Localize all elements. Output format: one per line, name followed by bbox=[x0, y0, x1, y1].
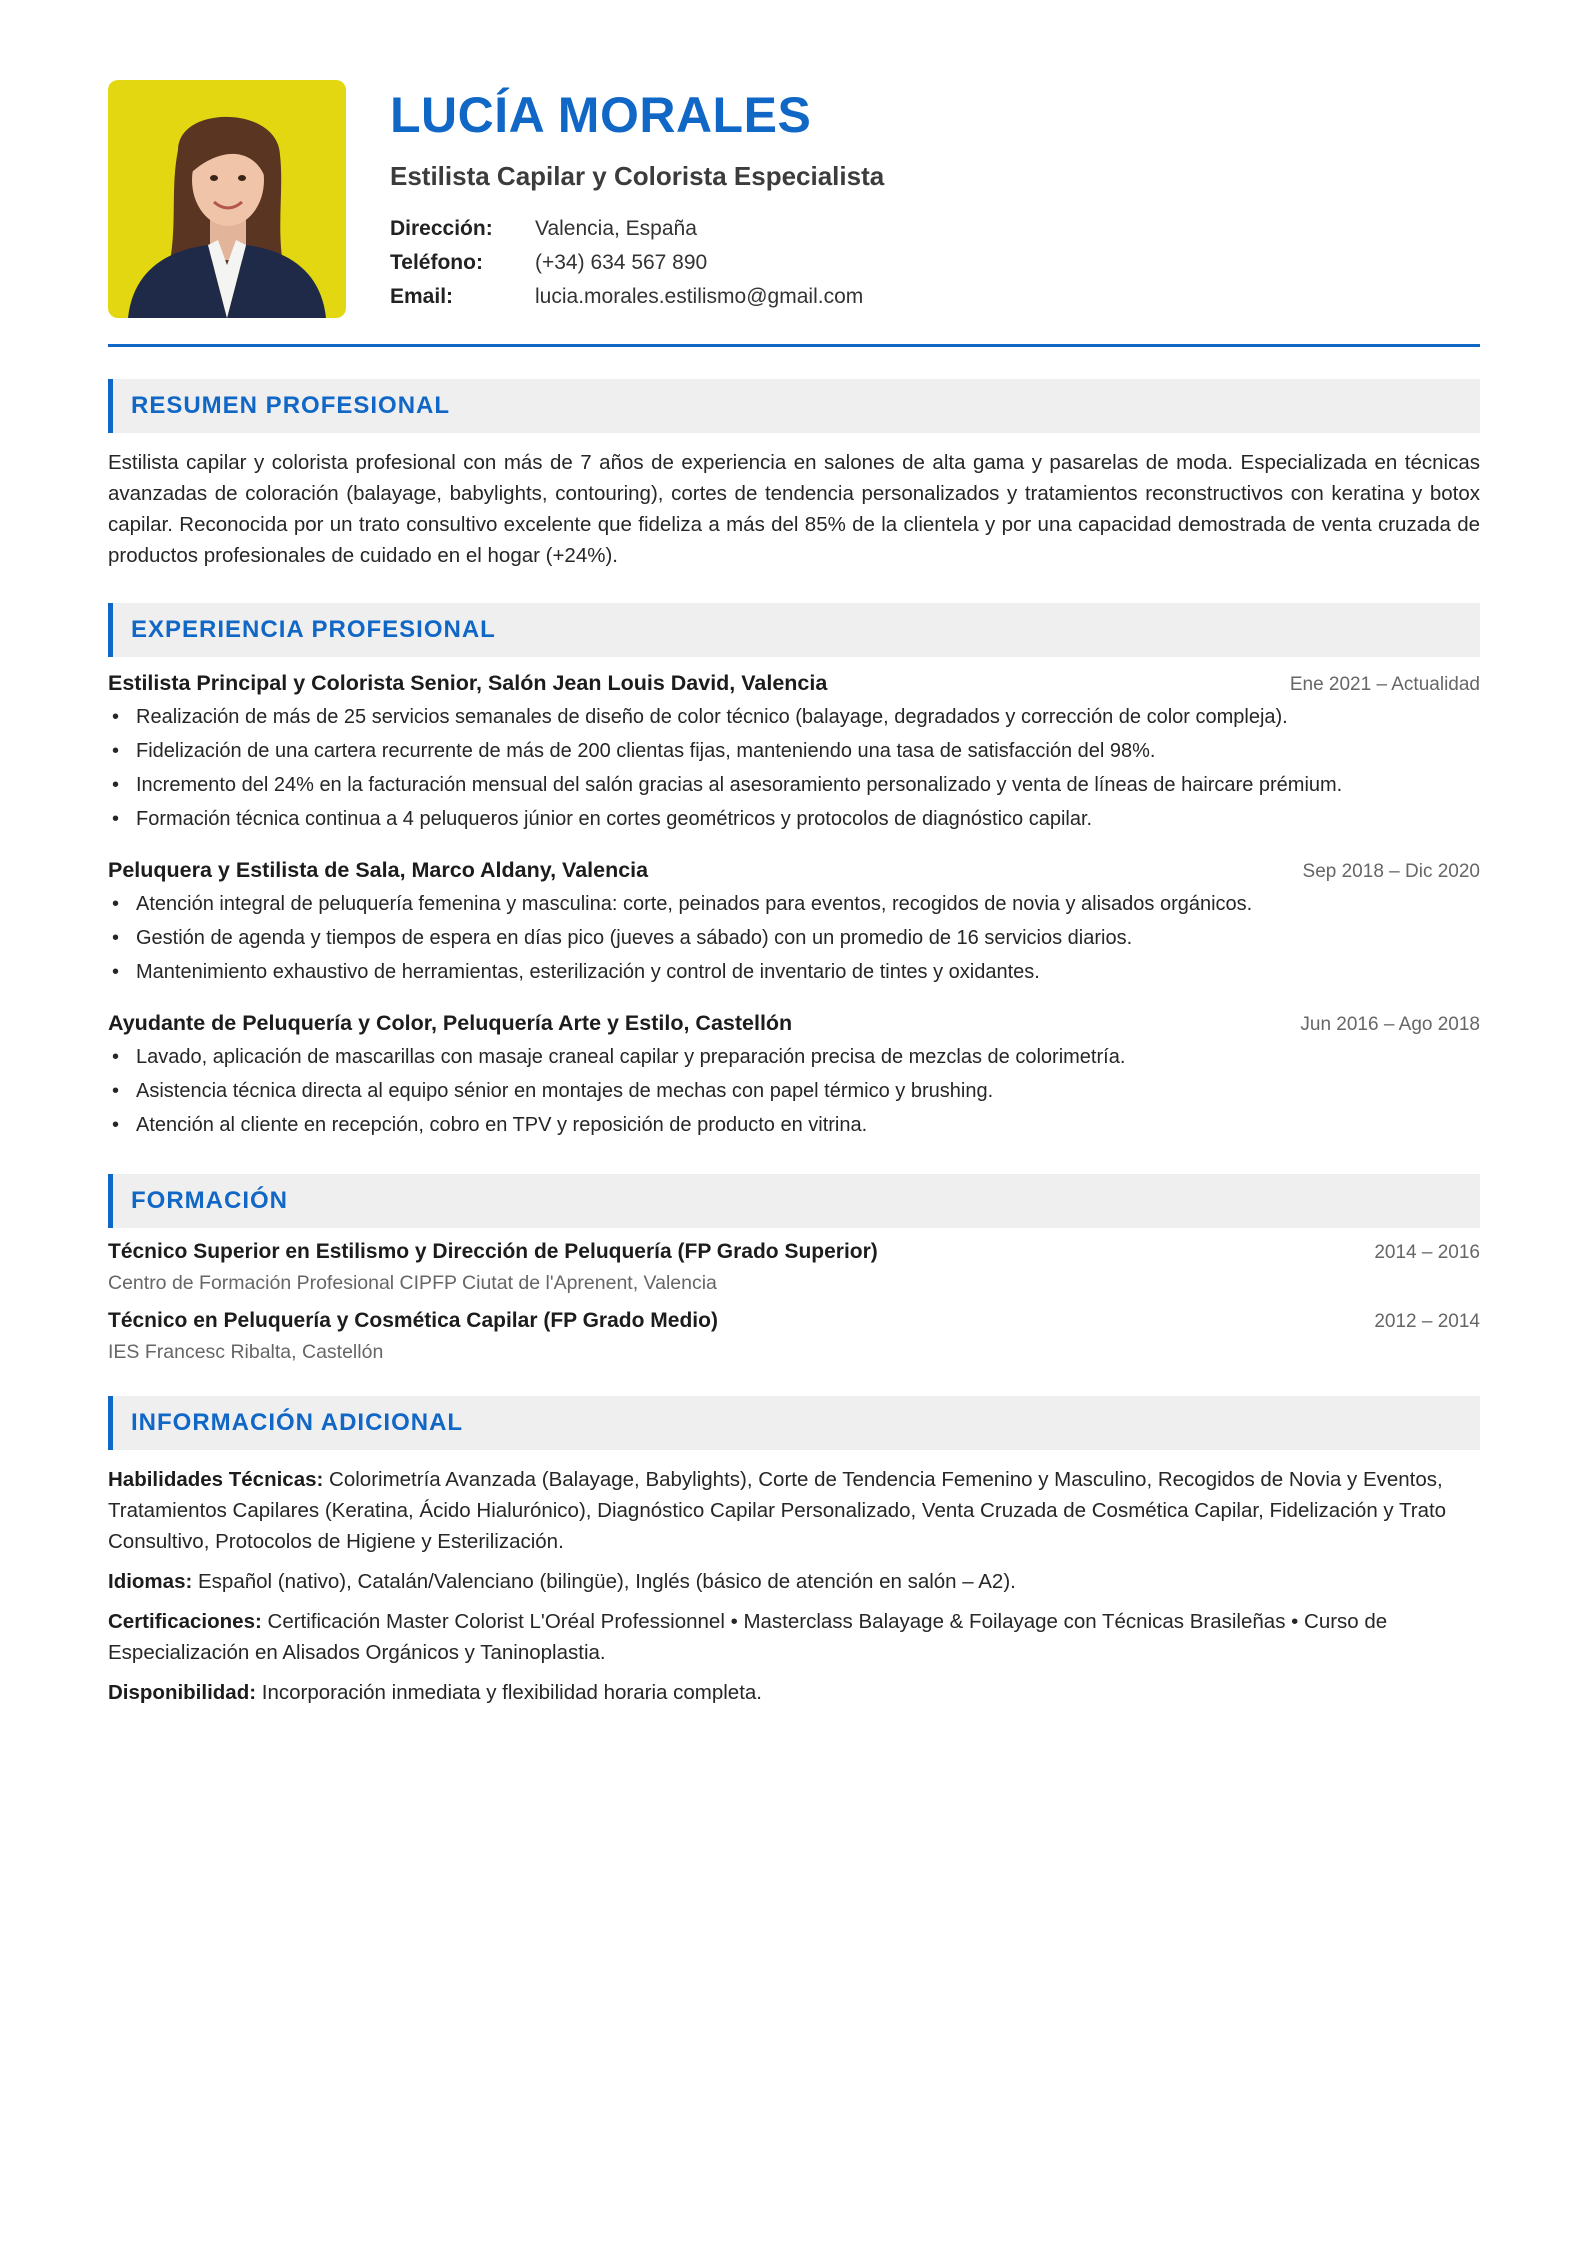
job-entry bbox=[108, 1011, 1480, 1142]
contact-label: Dirección: bbox=[390, 217, 493, 240]
section-title: FORMACIÓN bbox=[131, 1187, 288, 1214]
info-label: Certificaciones: bbox=[108, 1610, 262, 1633]
contact-row-email bbox=[390, 280, 884, 314]
job-title: Estilista Principal y Colorista Senior, Salón Jean Louis David, Valencia bbox=[108, 671, 828, 695]
contact-label: Email: bbox=[390, 285, 454, 308]
bullet-item: • Realización de más de 25 servicios semanales de diseño de color técnico (balayage, degradados y corrección de color compleja). bbox=[108, 700, 1480, 734]
degree-date: 2014 – 2016 bbox=[1374, 1242, 1480, 1263]
info-text: Certificación Master Colorist L'Oréal Professionnel • Masterclass Balayage & Foilayage con Técnicas Brasileñas • Curso de Especialización en Alisados Orgánicos y Taninoplastia. bbox=[108, 1610, 1388, 1664]
info-label: Idiomas: bbox=[108, 1570, 193, 1593]
bullet-item: • Atención integral de peluquería femenina y masculina: corte, peinados para eventos, recogidos de novia y alisados orgánicos. bbox=[108, 887, 1480, 921]
section-title: INFORMACIÓN ADICIONAL bbox=[131, 1409, 464, 1436]
job-title: Ayudante de Peluquería y Color, Peluquería Arte y Estilo, Castellón bbox=[108, 1011, 793, 1035]
bullet-item: • Incremento del 24% en la facturación mensual del salón gracias al asesoramiento personalizado y venta de líneas de haircare prémium. bbox=[108, 768, 1480, 802]
job-date: Sep 2018 – Dic 2020 bbox=[1302, 861, 1480, 882]
job-bullets bbox=[108, 887, 1480, 989]
resume-header bbox=[108, 80, 1480, 318]
info-certifications bbox=[108, 1606, 1480, 1668]
job-bullets bbox=[108, 700, 1480, 836]
email-value[interactable]: lucia.morales.estilismo@gmail.com bbox=[535, 285, 864, 308]
job-date: Jun 2016 – Ago 2018 bbox=[1300, 1014, 1480, 1035]
info-text: Colorimetría Avanzada (Balayage, Babylights), Corte de Tendencia Femenino y Masculino, Recogidos de Novia y Eventos, Tratamientos Capilares (Keratina, Ácido Hialurónico), Diagnóstico Capilar Personalizado, Venta Cruzada de Cosmética Capilar, Fidelización y Trato Consultivo, Protocolos de Higiene y Esterilización. bbox=[108, 1468, 1447, 1553]
info-skills bbox=[108, 1464, 1480, 1557]
section-heading-experience bbox=[108, 603, 1480, 657]
education-entry bbox=[108, 1240, 1480, 1295]
portrait-illustration bbox=[108, 80, 346, 318]
candidate-name: LUCÍA MORALES bbox=[390, 87, 812, 143]
info-languages bbox=[108, 1566, 1480, 1597]
degree-title: Técnico Superior en Estilismo y Dirección de Peluquería (FP Grado Superior) bbox=[108, 1240, 878, 1263]
header-text bbox=[390, 80, 884, 314]
bullet-item: • Formación técnica continua a 4 peluqueros júnior en cortes geométricos y protocolos de diagnóstico capilar. bbox=[108, 802, 1480, 836]
job-title: Peluquera y Estilista de Sala, Marco Aldany, Valencia bbox=[108, 858, 649, 882]
bullet-item: • Atención al cliente en recepción, cobro en TPV y reposición de producto en vitrina. bbox=[108, 1108, 1480, 1142]
info-text: Incorporación inmediata y flexibilidad horaria completa. bbox=[256, 1681, 762, 1704]
section-heading-summary bbox=[108, 379, 1480, 433]
section-heading-additional bbox=[108, 1396, 1480, 1450]
bullet-item: • Mantenimiento exhaustivo de herramientas, esterilización y control de inventario de tintes y oxidantes. bbox=[108, 955, 1480, 989]
bullet-item: • Asistencia técnica directa al equipo sénior en montajes de mechas con papel térmico y brushing. bbox=[108, 1074, 1480, 1108]
contact-row-address bbox=[390, 212, 884, 246]
info-label: Disponibilidad: bbox=[108, 1681, 257, 1704]
job-entry bbox=[108, 858, 1480, 989]
job-bullets bbox=[108, 1040, 1480, 1142]
address-value: Valencia, España bbox=[535, 217, 697, 240]
info-label: Habilidades Técnicas: bbox=[108, 1468, 324, 1491]
school-name: IES Francesc Ribalta, Castellón bbox=[108, 1341, 384, 1363]
contact-info bbox=[390, 212, 884, 314]
info-availability bbox=[108, 1677, 1480, 1708]
profile-photo bbox=[108, 80, 346, 318]
info-text: Español (nativo), Catalán/Valenciano (bilingüe), Inglés (básico de atención en salón – A2). bbox=[192, 1570, 1016, 1593]
section-title: RESUMEN PROFESIONAL bbox=[131, 392, 451, 419]
school-name: Centro de Formación Profesional CIPFP Ciutat de l'Aprenent, Valencia bbox=[108, 1272, 717, 1294]
section-heading-education bbox=[108, 1174, 1480, 1228]
candidate-role: Estilista Capilar y Colorista Especialista bbox=[390, 161, 885, 191]
bullet-item: • Fidelización de una cartera recurrente de más de 200 clientas fijas, manteniendo una tasa de satisfacción del 98%. bbox=[108, 734, 1480, 768]
additional-info bbox=[108, 1464, 1480, 1708]
phone-value: (+34) 634 567 890 bbox=[535, 251, 708, 274]
job-date: Ene 2021 – Actualidad bbox=[1289, 674, 1480, 695]
summary-text: Estilista capilar y colorista profesional con más de 7 años de experiencia en salones de alta gama y pasarelas de moda. Especializada en técnicas avanzadas de coloración (balayage, babylights, contouring), cortes de tendencia personalizados y tratamientos reconstructivos con keratina y botox capilar. Reconocida por un trato consultivo excelente que fideliza a más del 85% de la clientela y por una capacidad demostrada de venta cruzada de productos profesionales de cuidado en el hogar (+24%). bbox=[108, 451, 1480, 567]
education-entry bbox=[108, 1309, 1480, 1364]
bullet-item: • Lavado, aplicación de mascarillas con masaje craneal capilar y preparación precisa de mezclas de colorimetría. bbox=[108, 1040, 1480, 1074]
degree-title: Técnico en Peluquería y Cosmética Capilar (FP Grado Medio) bbox=[108, 1309, 718, 1332]
job-entry bbox=[108, 671, 1480, 836]
section-title: EXPERIENCIA PROFESIONAL bbox=[131, 616, 496, 643]
contact-label: Teléfono: bbox=[390, 251, 483, 274]
header-divider bbox=[108, 344, 1480, 347]
degree-date: 2012 – 2014 bbox=[1374, 1311, 1480, 1332]
contact-row-phone bbox=[390, 246, 884, 280]
bullet-item: • Gestión de agenda y tiempos de espera en días pico (jueves a sábado) con un promedio de 16 servicios diarios. bbox=[108, 921, 1480, 955]
